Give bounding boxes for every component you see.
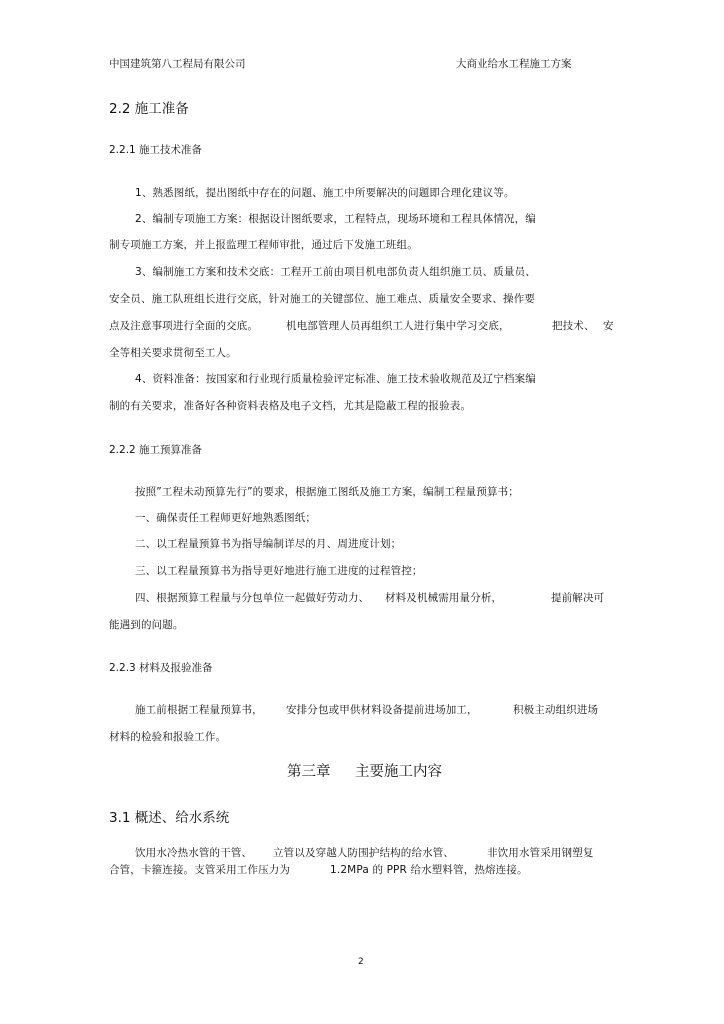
list-item: 二、以工程量预算书为指导编制详尽的月、周进度计划； [135,538,402,550]
paragraph-line: 按照”工程未动预算先行”的要求，根据施工图纸及施工方案，编制工程量预算书； [135,486,519,498]
list-item-segment: 材料及机械需用量分析， [385,592,503,604]
list-item: 一、确保责任工程师更好地熟悉图纸； [135,512,317,524]
header-company: 中国建筑第八工程局有限公司 [109,58,246,70]
subsection-heading: 2.2.3 材料及报验准备 [109,662,213,674]
paragraph-line-segment: 安排分包或甲供材料设备提前进场加工， [286,704,478,716]
paragraph-line-segment: 1.2MPa 的 PPR 给水塑料管，热熔连接。 [330,864,528,876]
chapter-title: 主要施工内容 [355,764,442,780]
paragraph-line: 点及注意事项进行全面的交底。 [109,320,259,332]
paragraph-line: 4、资料准备：按国家和行业现行质量检验评定标准、施工技术验收规范及辽宁档案编 [135,373,536,385]
paragraph-line-segment: 机电部管理人员再组织工人进行集中学习交底， [286,320,510,332]
paragraph-line: 安全员、施工队班组长进行交底，针对施工的关键部位、施工难点、质量安全要求、操作要 [109,293,535,305]
paragraph-line: 1、熟悉图纸，提出图纸中存在的问题、施工中所要解决的问题即合理化建议等。 [135,187,515,199]
paragraph-line-segment: 非饮用水管采用钢塑复 [487,847,594,859]
section-heading: 3.1 概述、给水系统 [109,810,230,826]
paragraph-line: 3、编制施工方案和技术交底：工程开工前由项目机电部负责人组织施工员、质量员、 [135,266,536,278]
paragraph-line: 全等相关要求贯彻至工人。 [109,347,237,359]
subsection-heading: 2.2.1 施工技术准备 [109,144,203,156]
paragraph-line-segment: 立管以及穿越人防围护结构的给水管、 [273,847,455,859]
paragraph-line: 制专项施工方案，并上报监理工程师审批，通过后下发施工班组。 [109,239,418,251]
list-item-segment: 提前解决可 [551,592,605,604]
paragraph-line: 2、编制专项施工方案：根据设计图纸要求，工程特点，现场环境和工程具体情况，编 [135,213,536,225]
paragraph-line-segment: 安 [603,320,614,332]
paragraph-line-segment: 饮用水冷热水管的干管、 [135,847,253,859]
chapter-number: 第三章 [287,764,331,780]
paragraph-line: 制的有关要求，准备好各种资料表格及电子文档，尤其是隐蔽工程的报验表。 [109,400,472,412]
header-doc-title: 大商业给水工程施工方案 [456,58,572,70]
paragraph-line-segment: 施工前根据工程量预算书， [135,704,263,716]
section-heading: 2.2 施工准备 [109,101,189,117]
paragraph-line: 能遇到的问题。 [109,619,184,631]
page-number: 2 [358,957,364,967]
paragraph-line: 材料的检验和报验工作。 [109,731,227,743]
list-item: 四、根据预算工程量与分包单位一起做好劳动力、 [135,592,370,604]
paragraph-line-segment: 把技术、 [552,320,595,332]
list-item: 三、以工程量预算书为指导更好地进行施工进度的过程管控； [135,565,423,577]
paragraph-line-segment: 积极主动组织进场 [513,704,599,716]
paragraph-line-segment: 合管，卡箍连接。支管采用工作压力为 [109,864,291,876]
subsection-heading: 2.2.2 施工预算准备 [109,444,203,456]
